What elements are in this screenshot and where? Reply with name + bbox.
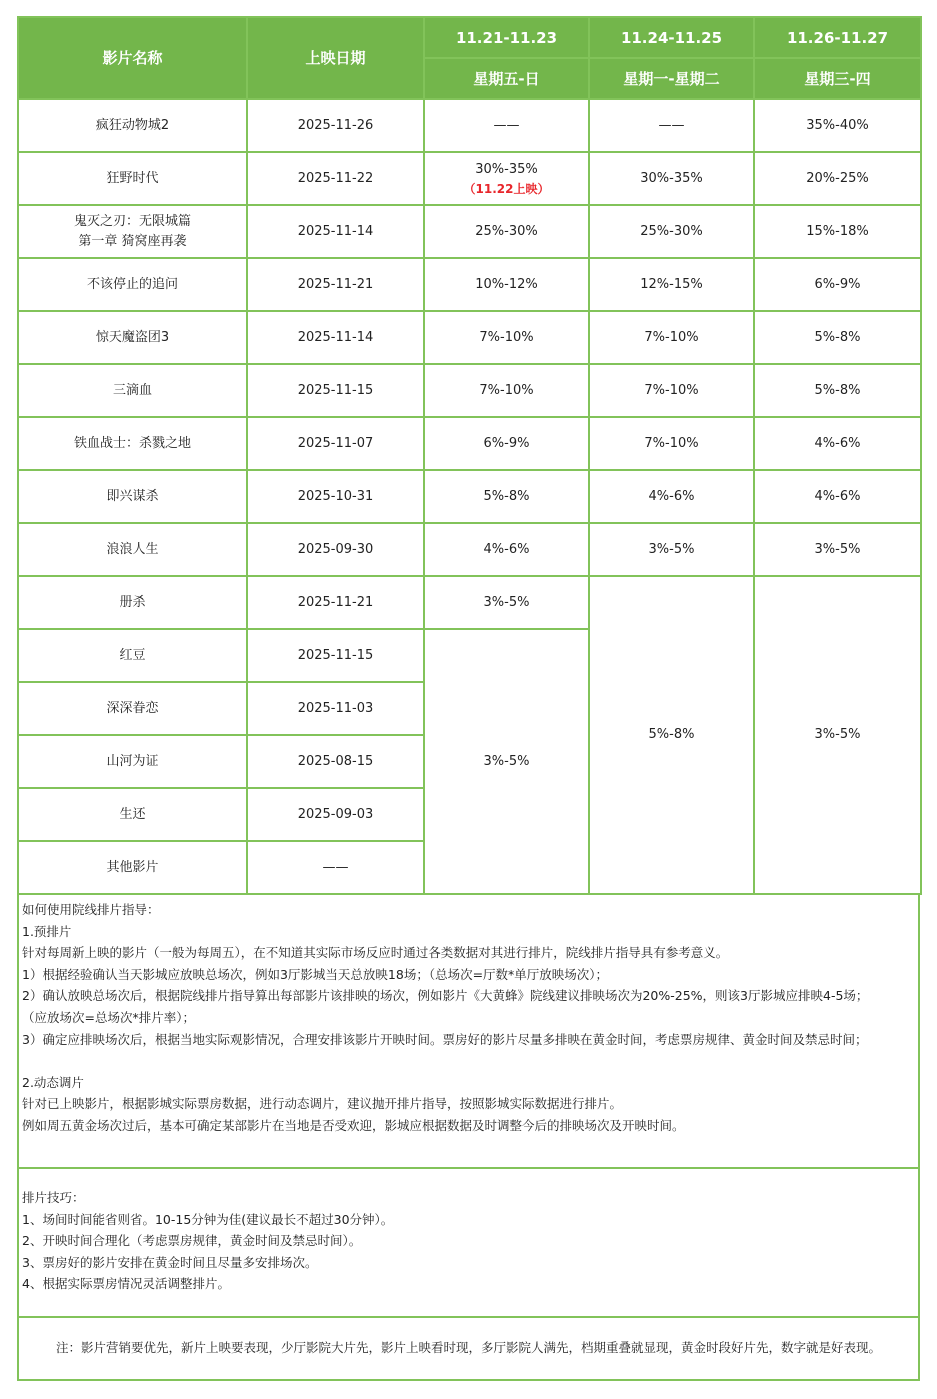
guide-section <box>17 893 920 1169</box>
rate-period-3: 5%-8% <box>754 311 921 364</box>
release-note: （11.22上映） <box>463 181 550 196</box>
dynamic-desc-2: 例如周五黄金场次过后，基本可确定某部影片在当地是否受欢迎，影城应根据数据及时调整今后的排映场次及开映时间。 <box>22 1117 685 1133</box>
tip-item: 1、场间时间能省则省。10-15分钟为佳(建议最长不超过30分钟）。 <box>22 1211 394 1227</box>
rate-period-2: 7%-10% <box>589 417 754 470</box>
rate-period-2: 3%-5% <box>589 523 754 576</box>
rate-period-2: 4%-6% <box>589 470 754 523</box>
release-date: 2025-11-03 <box>247 682 424 735</box>
film-name: 生还 <box>18 788 247 841</box>
header-period-2-days: 星期一-星期二 <box>589 58 754 99</box>
release-date: 2025-11-21 <box>247 576 424 629</box>
film-name: 惊天魔盗团3 <box>18 311 247 364</box>
rate-period-2: 12%-15% <box>589 258 754 311</box>
rate-period-1-group: 3%-5% <box>424 629 589 894</box>
release-date: 2025-11-15 <box>247 629 424 682</box>
release-date: 2025-11-07 <box>247 417 424 470</box>
rate-period-1: 25%-30% <box>424 205 589 258</box>
dynamic-title: 2.动态调片 <box>22 1074 84 1090</box>
pre-step-2-formula: （应放场次=总场次*排片率）； <box>22 1009 195 1025</box>
pre-schedule-desc: 针对每周新上映的影片（一般为每周五），在不知道其实际市场反应时通过各类数据对其进行排片，院线排片指导具有参考意义。 <box>22 945 729 961</box>
release-date: 2025-09-30 <box>247 523 424 576</box>
rate-period-3: 3%-5% <box>754 523 921 576</box>
tip-item: 2、开映时间合理化（考虑票房规律，黄金时间及禁忌时间）。 <box>22 1233 362 1249</box>
release-date: 2025-10-31 <box>247 470 424 523</box>
rate-period-3: 5%-8% <box>754 364 921 417</box>
table-row <box>18 311 921 364</box>
film-name: 狂野时代 <box>18 152 247 205</box>
rate-period-2: —— <box>589 99 754 152</box>
pre-step-1: 1）根据经验确认当天影城应放映总场次，例如3厅影城当天总放映18场；（总场次=厅数*单厅放映场次）； <box>22 966 609 982</box>
film-name: 铁血战士：杀戮之地 <box>18 417 247 470</box>
rate-value: 30%-35% <box>475 161 538 177</box>
film-name: 山河为证 <box>18 735 247 788</box>
film-name: 深深眷恋 <box>18 682 247 735</box>
table-row <box>18 99 921 152</box>
pre-step-3: 3）确定应排映场次后，根据当地实际观影情况，合理安排该影片开映时间。票房好的影片尽量多排映在黄金时间，考虑票房规律、黄金时间及禁忌时间； <box>22 1031 868 1047</box>
rate-period-2: 7%-10% <box>589 311 754 364</box>
header-release-date: 上映日期 <box>247 17 424 99</box>
table-row <box>18 470 921 523</box>
release-date: 2025-11-14 <box>247 205 424 258</box>
rate-period-1: 10%-12% <box>424 258 589 311</box>
rate-period-3: 35%-40% <box>754 99 921 152</box>
note-section <box>17 1318 920 1381</box>
release-date: 2025-08-15 <box>247 735 424 788</box>
rate-period-3: 4%-6% <box>754 470 921 523</box>
film-name: 红豆 <box>18 629 247 682</box>
release-date: 2025-11-26 <box>247 99 424 152</box>
rate-period-3-group: 3%-5% <box>754 576 921 894</box>
schedule-table <box>17 16 922 895</box>
rate-period-1: 7%-10% <box>424 311 589 364</box>
rate-period-3: 4%-6% <box>754 417 921 470</box>
film-name: 浪浪人生 <box>18 523 247 576</box>
header-film-name: 影片名称 <box>18 17 247 99</box>
header-period-1-days: 星期五-日 <box>424 58 589 99</box>
tip-item: 3、票房好的影片安排在黄金时间且尽量多安排场次。 <box>22 1254 318 1270</box>
film-name-line-2: 第一章 猗窝座再袭 <box>78 233 187 249</box>
rate-period-2: 30%-35% <box>589 152 754 205</box>
film-name: 即兴谋杀 <box>18 470 247 523</box>
film-name <box>18 205 247 258</box>
rate-period-2: 25%-30% <box>589 205 754 258</box>
release-date: 2025-11-21 <box>247 258 424 311</box>
rate-period-1: 4%-6% <box>424 523 589 576</box>
film-name: 疯狂动物城2 <box>18 99 247 152</box>
rate-period-1: 7%-10% <box>424 364 589 417</box>
header-period-3-days: 星期三-四 <box>754 58 921 99</box>
pre-step-2: 2）确认放映总场次后，根据院线排片指导算出每部影片该排映的场次，例如影片《大黄蜂》院线建议排映场次为20%-25%，则该3厅影城应排映4-5场； <box>22 988 869 1004</box>
film-name-line-1: 鬼灭之刃：无限城篇 <box>73 213 191 229</box>
tip-item: 4、根据实际票房情况灵活调整排片。 <box>22 1276 230 1292</box>
table-row <box>18 205 921 258</box>
rate-period-1: 5%-8% <box>424 470 589 523</box>
rate-period-3: 6%-9% <box>754 258 921 311</box>
film-name: 其他影片 <box>18 841 247 894</box>
release-date: 2025-11-15 <box>247 364 424 417</box>
release-date: 2025-11-22 <box>247 152 424 205</box>
header-period-1-dates: 11.21-11.23 <box>424 17 589 58</box>
rate-period-1: —— <box>424 99 589 152</box>
table-row <box>18 364 921 417</box>
table-row <box>18 523 921 576</box>
footer-note: 注：影片营销要优先，新片上映要表现，少厅影院大片先，影片上映看时现，多厅影院人满先，档期重叠就显现，黄金时段好片先，数字就是好表现。 <box>55 1340 881 1355</box>
table-row <box>18 258 921 311</box>
rate-period-3: 15%-18% <box>754 205 921 258</box>
table-row <box>18 417 921 470</box>
tips-section <box>17 1169 920 1318</box>
film-name: 册杀 <box>18 576 247 629</box>
rate-period-3: 20%-25% <box>754 152 921 205</box>
header-period-3-dates: 11.26-11.27 <box>754 17 921 58</box>
rate-period-2: 7%-10% <box>589 364 754 417</box>
release-date: 2025-09-03 <box>247 788 424 841</box>
release-date: 2025-11-14 <box>247 311 424 364</box>
header-period-2-dates: 11.24-11.25 <box>589 17 754 58</box>
rate-period-2-group: 5%-8% <box>589 576 754 894</box>
pre-schedule-title: 1.预排片 <box>22 923 72 939</box>
film-name: 不该停止的追问 <box>18 258 247 311</box>
rate-period-1 <box>424 152 589 205</box>
tips-title: 排片技巧： <box>22 1190 85 1205</box>
rate-period-1: 3%-5% <box>424 576 589 629</box>
release-date: —— <box>247 841 424 894</box>
dynamic-desc-1: 针对已上映影片，根据影城实际票房数据，进行动态调片，建议抛开排片指导，按照影城实际数据进行排片。 <box>22 1096 623 1112</box>
guide-title: 如何使用院线排片指导： <box>22 902 160 917</box>
film-name: 三滴血 <box>18 364 247 417</box>
rate-period-1: 6%-9% <box>424 417 589 470</box>
table-row <box>18 152 921 205</box>
table-row <box>18 576 921 629</box>
